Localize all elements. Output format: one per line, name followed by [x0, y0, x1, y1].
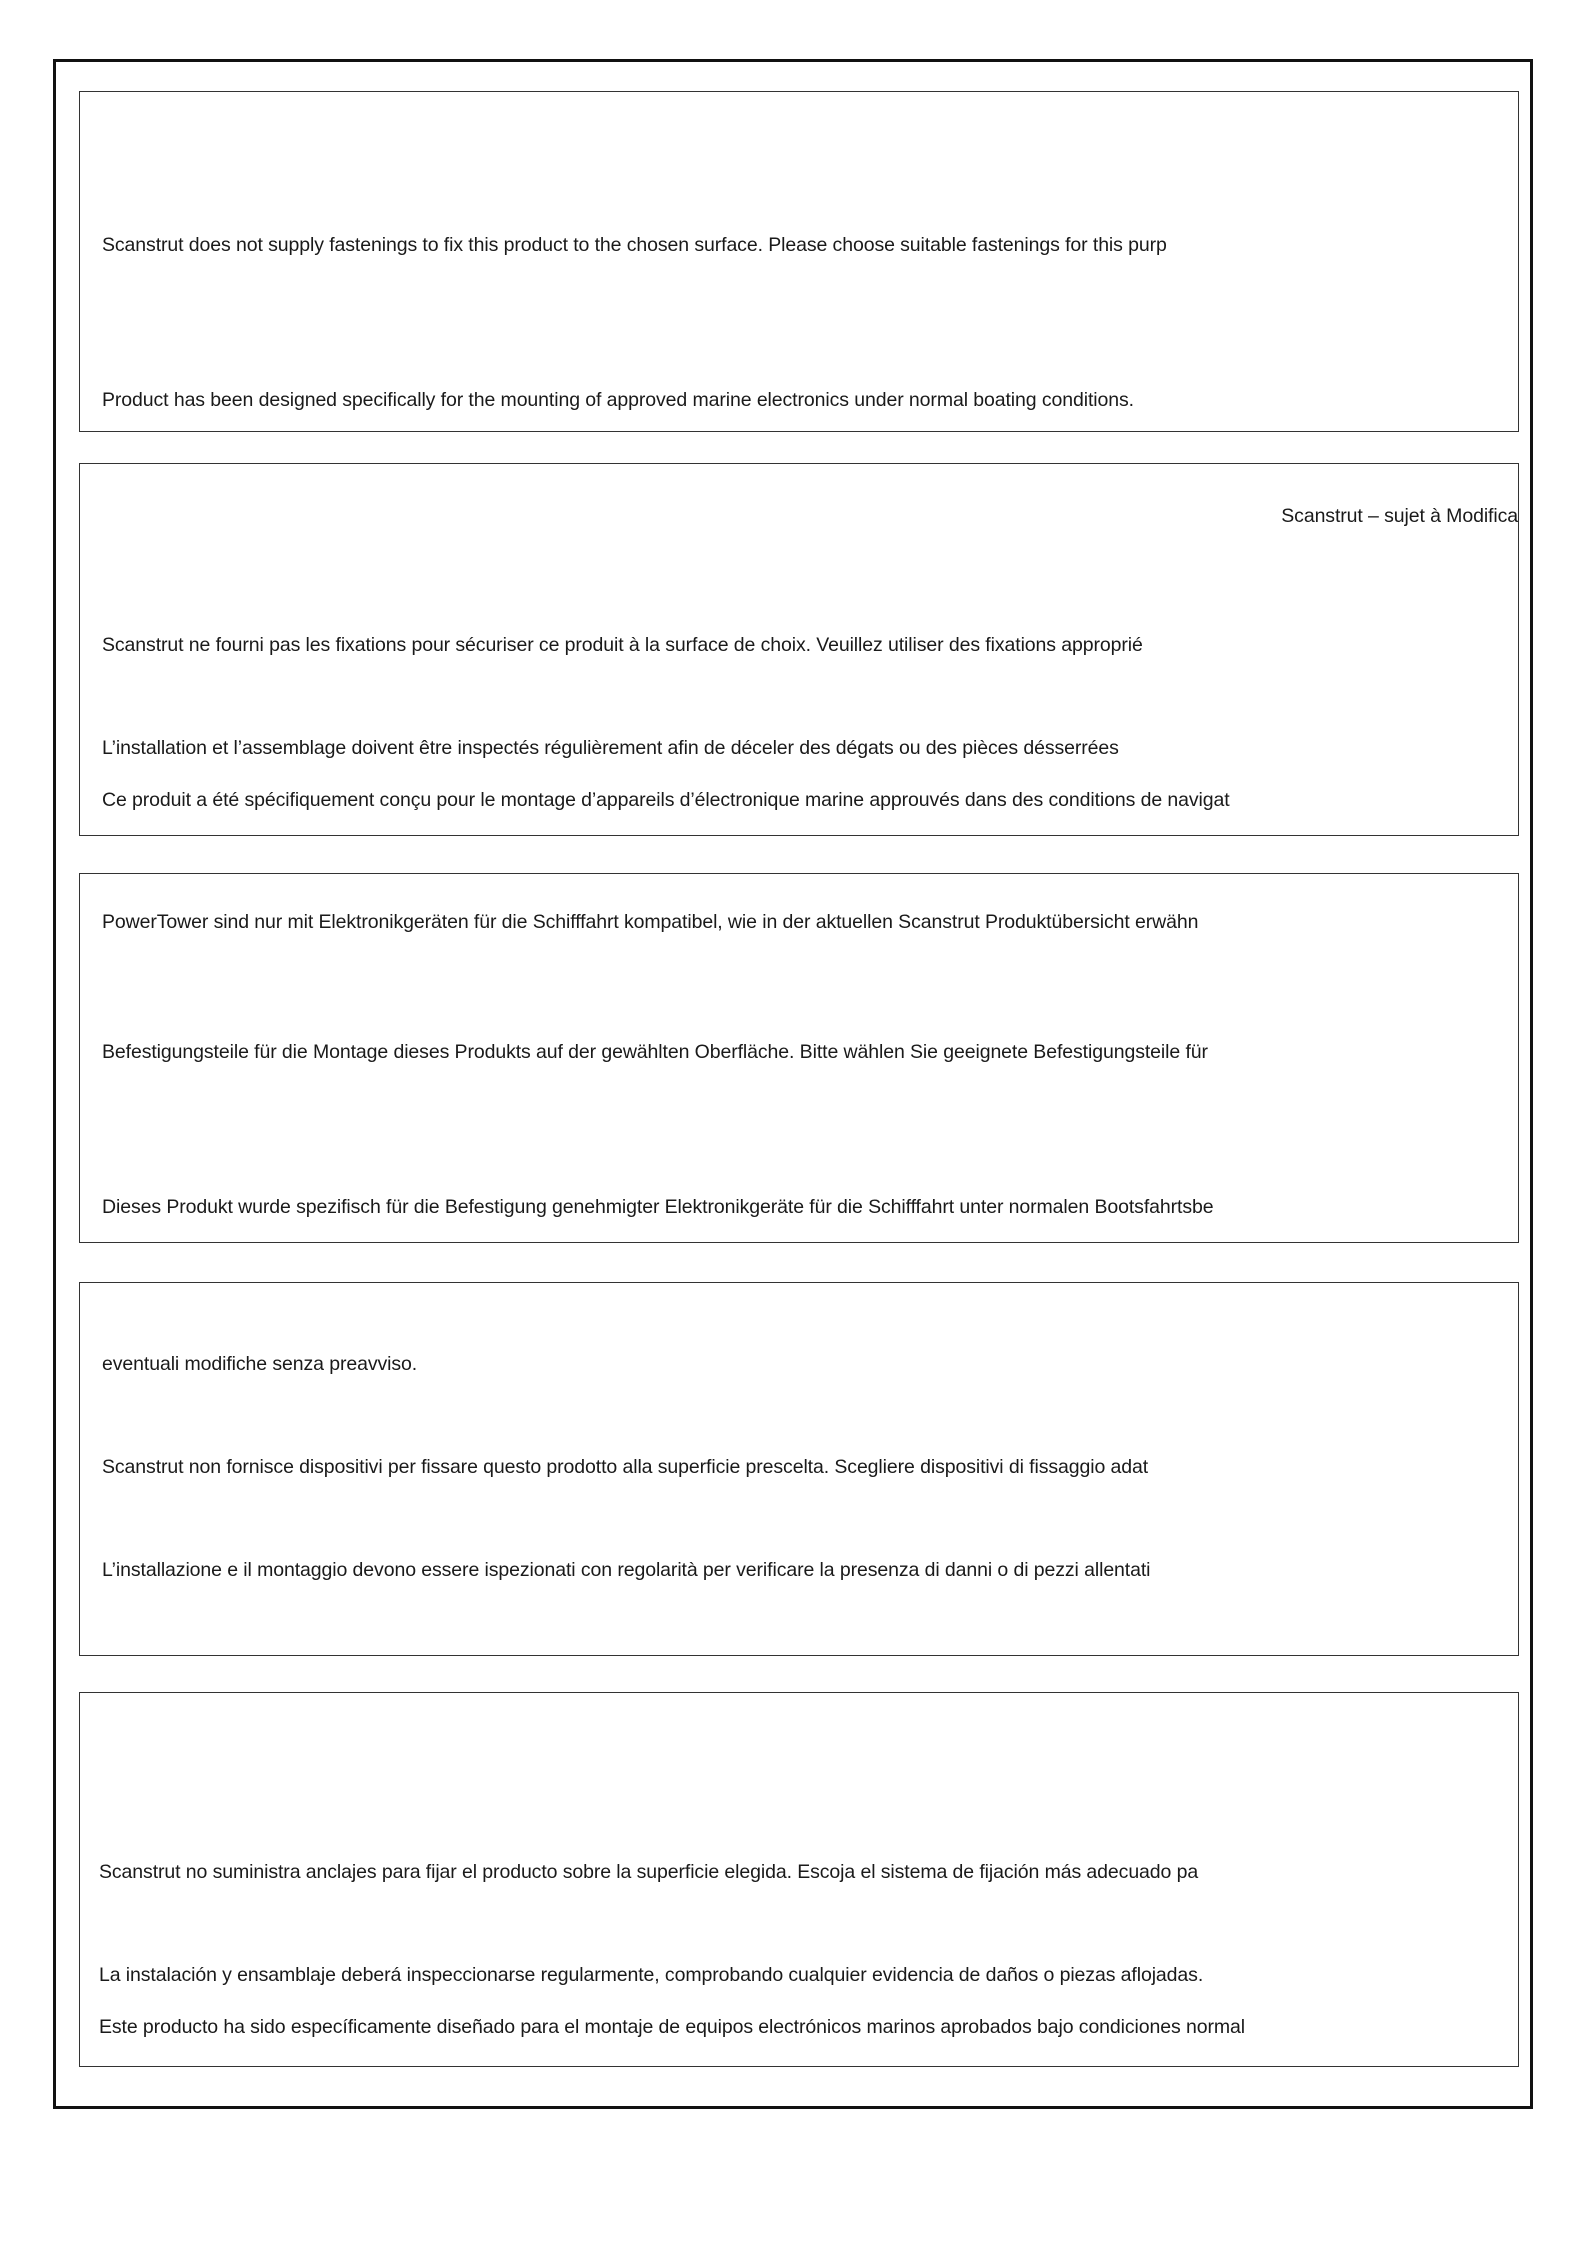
italian-fastenings-text: Scanstrut non fornisce dispositivi per fissare questo prodotto alla superficie prescelta. Scegliere dispositivi di fissaggio adat: [102, 1456, 1149, 1478]
french-inspection-text: L’installation et l’assemblage doivent être inspectés régulièrement afin de déceler des dégats ou des pièces désserrées: [102, 737, 1119, 759]
french-design-text: Ce produit a été spécifiquement conçu pour le montage d’appareils d’électronique marine approuvés dans des conditions de navigat: [102, 789, 1230, 811]
italian-inspection-text: L’installazione e il montaggio devono essere ispezionati con regolarità per verificare la presenza di danni o di pezzi allentati: [102, 1559, 1151, 1581]
english-design-text: Product has been designed specifically for the mounting of approved marine electronics under normal boating conditions.: [102, 389, 1134, 411]
german-section: [79, 873, 1519, 1243]
english-section: [79, 91, 1519, 432]
italian-modifications-text: eventuali modifiche senza preavviso.: [102, 1353, 418, 1375]
german-fastenings-text: Befestigungsteile für die Montage dieses Produkts auf der gewählten Oberfläche. Bitte wählen Sie geeignete Befestigungsteile für: [102, 1041, 1208, 1063]
spanish-inspection-text: La instalación y ensamblaje deberá inspeccionarse regularmente, comprobando cualquier evidencia de daños o piezas aflojadas.: [99, 1964, 1204, 1986]
english-fastenings-text: Scanstrut does not supply fastenings to fix this product to the chosen surface. Please choose suitable fastenings for this purp: [102, 234, 1167, 256]
french-section: [79, 463, 1519, 836]
spanish-section: [79, 1692, 1519, 2067]
italian-section: [79, 1282, 1519, 1656]
french-header-text: Scanstrut – sujet à Modifica: [1281, 505, 1518, 527]
spanish-design-text: Este producto ha sido específicamente diseñado para el montaje de equipos electrónicos marinos aprobados bajo condiciones normal: [99, 2016, 1245, 2038]
german-compatibility-text: PowerTower sind nur mit Elektronikgeräten für die Schifffahrt kompatibel, wie in der aktuellen Scanstrut Produktübersicht erwähn: [102, 911, 1199, 933]
spanish-fastenings-text: Scanstrut no suministra anclajes para fijar el producto sobre la superficie elegida. Escoja el sistema de fijación más adecuado pa: [99, 1861, 1199, 1883]
german-design-text: Dieses Produkt wurde spezifisch für die Befestigung genehmigter Elektronikgeräte für die Schifffahrt unter normalen Bootsfahrtsbe: [102, 1196, 1214, 1218]
french-fastenings-text: Scanstrut ne fourni pas les fixations pour sécuriser ce produit à la surface de choix. Veuillez utiliser des fixations approprié: [102, 634, 1143, 656]
